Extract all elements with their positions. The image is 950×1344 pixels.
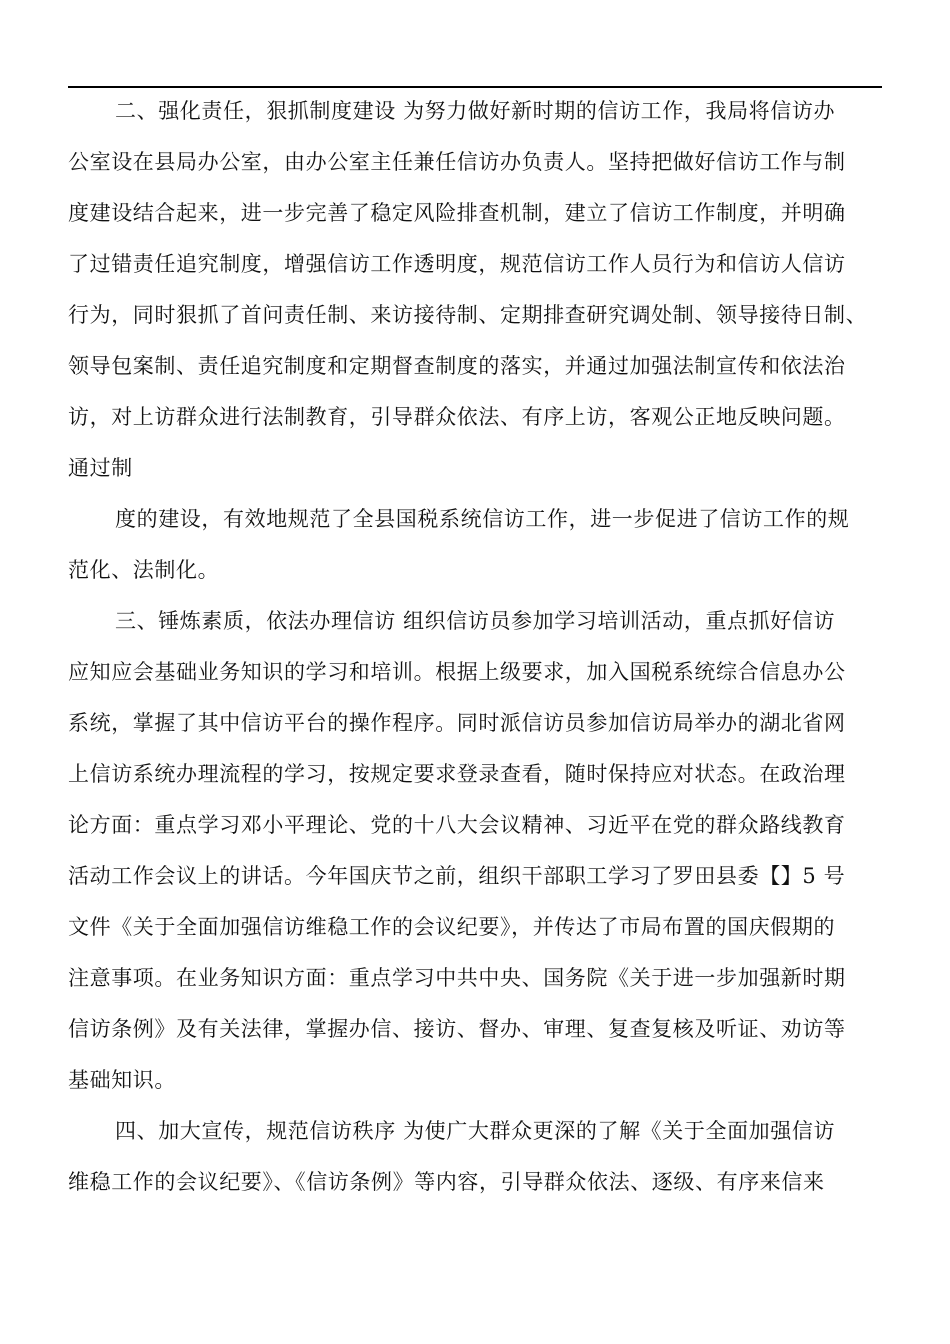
text-line: 基础知识。 <box>68 1068 176 1092</box>
text-line: 注意事项。在业务知识方面：重点学习中共中央、国务院《关于进一步加强新时期 <box>68 966 846 990</box>
text-line: 了过错责任追究制度，增强信访工作透明度，规范信访工作人员行为和信访人信访 <box>68 252 846 276</box>
text-line: 三、锤炼素质，依法办理信访 组织信访员参加学习培训活动，重点抓好信访 <box>115 609 836 633</box>
text-line: 应知应会基础业务知识的学习和培训。根据上级要求，加入国税系统综合信息办公 <box>68 660 846 684</box>
text-line: 维稳工作的会议纪要》、《信访条例》等内容，引导群众依法、逐级、有序来信来 <box>68 1170 825 1194</box>
text-line: 范化、法制化。 <box>68 558 220 582</box>
text-line: 通过制 <box>68 456 133 480</box>
text-line: 四、加大宣传，规范信访秩序 为使广大群众更深的了解《关于全面加强信访 <box>115 1119 836 1143</box>
text-line: 访，对上访群众进行法制教育，引导群众依法、有序上访，客观公正地反映问题。 <box>68 405 846 429</box>
text-line: 度的建设，有效地规范了全县国税系统信访工作，进一步促进了信访工作的规 <box>115 507 850 531</box>
text-line: 二、强化责任，狠抓制度建设 为努力做好新时期的信访工作，我局将信访办 <box>115 99 836 123</box>
text-line: 行为，同时狠抓了首问责任制、来访接待制、定期排查研究调处制、领导接待日制、 <box>68 303 868 327</box>
header-rule <box>68 86 882 88</box>
text-line: 文件《关于全面加强信访维稳工作的会议纪要》，并传达了市局布置的国庆假期的 <box>68 915 836 939</box>
text-line: 活动工作会议上的讲话。今年国庆节之前，组织干部职工学习了罗田县委【】5 号 <box>68 864 846 888</box>
text-line: 领导包案制、责任追究制度和定期督查制度的落实，并通过加强法制宣传和依法治 <box>68 354 846 378</box>
text-line: 上信访系统办理流程的学习，按规定要求登录查看，随时保持应对状态。在政治理 <box>68 762 846 786</box>
text-line: 论方面：重点学习邓小平理论、党的十八大会议精神、习近平在党的群众路线教育 <box>68 813 846 837</box>
text-line: 度建设结合起来，进一步完善了稳定风险排查机制，建立了信访工作制度，并明确 <box>68 201 846 225</box>
text-line: 公室设在县局办公室，由办公室主任兼任信访办负责人。坚持把做好信访工作与制 <box>68 150 846 174</box>
text-line: 系统，掌握了其中信访平台的操作程序。同时派信访员参加信访局举办的湖北省网 <box>68 711 846 735</box>
text-line: 信访条例》及有关法律，掌握办信、接访、督办、审理、复查复核及听证、劝访等 <box>68 1017 846 1041</box>
